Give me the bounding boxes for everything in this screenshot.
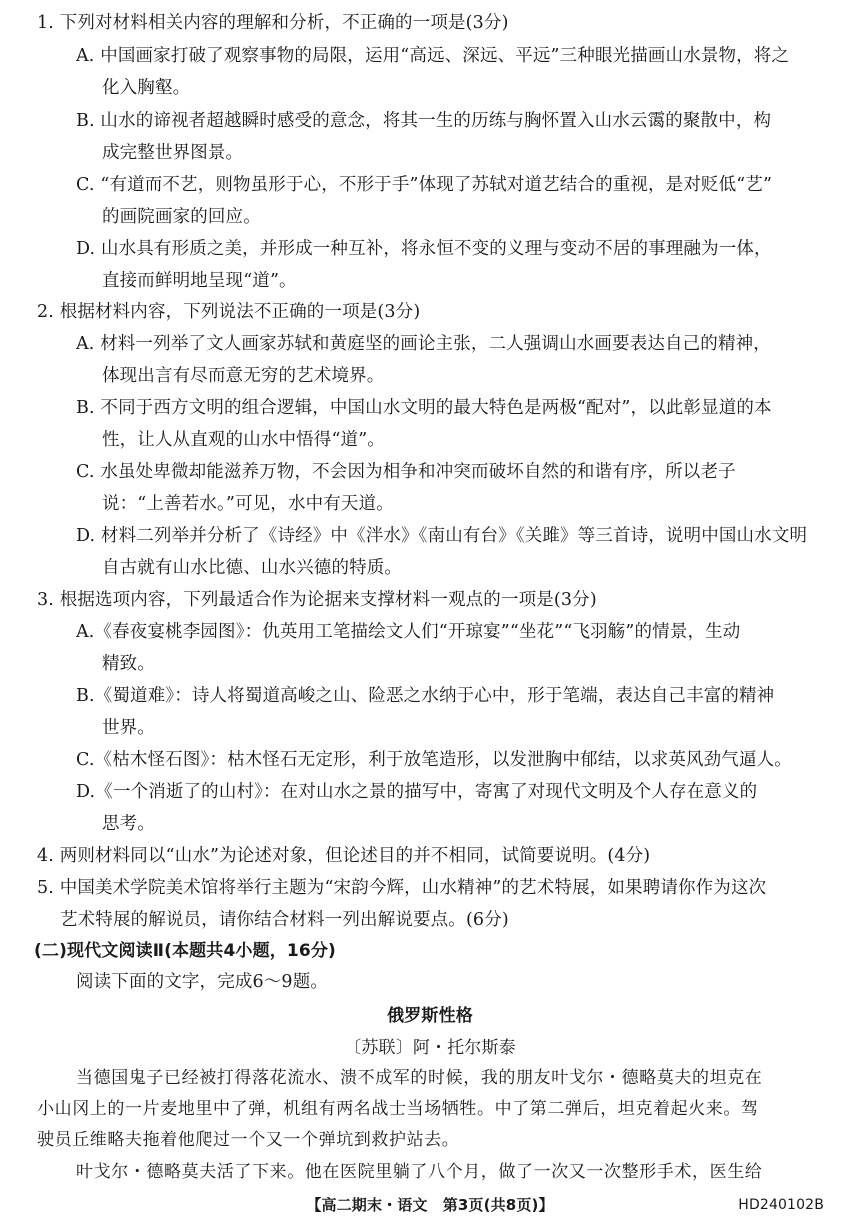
question-4-stem: 4. 两则材料同以“山水”为论述对象，但论述目的并不相同，试简要说明。(4分)	[37, 846, 651, 866]
question-2-option-b-cont: 性，让人从直观的山水中悟得“道”。	[102, 430, 385, 450]
question-3-option-d: D.《一个消逝了的山村》：在对山水之景的描写中，寄寓了对现代文明及个人存在意义的	[76, 782, 758, 802]
question-3-option-a-cont: 精致。	[102, 654, 155, 674]
article-paragraph-line: 叶戈尔・德略莫夫活了下来。他在医院里躺了八个月，做了一次又一次整形手术，医生给	[76, 1162, 763, 1182]
question-3-option-d-cont: 思考。	[102, 814, 155, 834]
question-1-option-c: C. “有道而不艺，则物虽形于心，不形于手”体现了苏轼对道艺结合的重视，是对贬低“艺”	[76, 175, 773, 195]
question-1-option-a: A. 中国画家打破了观察事物的局限，运用“高远、深远、平远”三种眼光描画山水景物，将之	[76, 46, 790, 66]
question-1-option-b: B. 山水的谛视者超越瞬时感受的意念，将其一生的历练与胸怀置入山水云霭的聚散中，构	[76, 111, 772, 131]
question-3-option-c: C.《枯木怪石图》：枯木怪石无定形，利于放笔造形，以发泄胸中郁结，以求英风劲气逼人。	[76, 750, 792, 770]
question-3-option-a: A.《春夜宴桃李园图》：仇英用工笔描绘文人们“开琼宴”“坐花”“飞羽觞”的情景，生动	[76, 622, 741, 642]
question-2-option-d-cont: 自古就有山水比德、山水兴德的特质。	[102, 558, 403, 578]
question-2-option-c-cont: 说：“上善若水。”可见，水中有天道。	[102, 494, 394, 514]
question-2-option-a-cont: 体现出言有尽而意无穷的艺术境界。	[102, 366, 385, 386]
question-2-option-c: C. 水虽处卑微却能滋养万物，不会因为相争和冲突而破坏自然的和谐有序，所以老子	[76, 462, 736, 482]
article-paragraph-line: 当德国鬼子已经被打得落花流水、溃不成军的时候，我的朋友叶戈尔・德略莫夫的坦克在	[76, 1068, 763, 1088]
article-title: 俄罗斯性格	[387, 1006, 473, 1026]
exam-code: HD240102B	[738, 1197, 824, 1213]
section-header: (二)现代文阅读Ⅱ(本题共4小题，16分)	[34, 941, 336, 961]
question-1-option-c-cont: 的画院画家的回应。	[102, 207, 261, 227]
article-paragraph-line: 小山冈上的一片麦地里中了弹，机组有两名战士当场牺牲。中了第二弹后，坦克着起火来。驾	[37, 1099, 759, 1119]
question-5-stem: 5. 中国美术学院美术馆将举行主题为“宋韵今辉，山水精神”的艺术特展，如果聘请你作为这次	[37, 878, 767, 898]
question-2-option-d: D. 材料二列举并分析了《诗经》中《泮水》《南山有台》《关雎》等三首诗，说明中国山水文明	[76, 526, 808, 546]
article-paragraph-line: 驶员丘维略夫拖着他爬过一个又一个弹坑到救护站去。	[37, 1130, 460, 1150]
question-1-stem: 1. 下列对材料相关内容的理解和分析，不正确的一项是(3分)	[37, 13, 509, 33]
question-1-option-d: D. 山水具有形质之美，并形成一种互补，将永恒不变的义理与变动不居的事理融为一体，	[76, 239, 772, 259]
question-3-stem: 3. 根据选项内容，下列最适合作为论据来支撑材料一观点的一项是(3分)	[37, 590, 597, 610]
question-2-option-b: B. 不同于西方文明的组合逻辑，中国山水文明的最大特色是两极“配对”，以此彰显道的本	[76, 398, 772, 418]
page-footer: 【高二期末・语文 第3页(共8页)】	[306, 1196, 554, 1214]
question-2-option-a: A. 材料一列举了文人画家苏轼和黄庭坚的画论主张，二人强调山水画要表达自己的精神，	[76, 334, 771, 354]
question-1-option-b-cont: 成完整世界图景。	[102, 143, 244, 163]
article-author: 〔苏联〕阿・托尔斯泰	[344, 1038, 516, 1058]
reading-instruction: 阅读下面的文字，完成6～9题。	[76, 972, 329, 992]
question-3-option-b: B.《蜀道难》：诗人将蜀道高峻之山、险恶之水纳于心中，形于笔端，表达自己丰富的精神	[76, 686, 775, 706]
question-2-stem: 2. 根据材料内容，下列说法不正确的一项是(3分)	[37, 302, 421, 322]
question-3-option-b-cont: 世界。	[102, 718, 155, 738]
question-5-stem-cont: 艺术特展的解说员，请你结合材料一列出解说要点。(6分)	[60, 910, 509, 930]
question-1-option-d-cont: 直接而鲜明地呈现“道”。	[102, 271, 297, 291]
question-1-option-a-cont: 化入胸壑。	[102, 78, 191, 98]
